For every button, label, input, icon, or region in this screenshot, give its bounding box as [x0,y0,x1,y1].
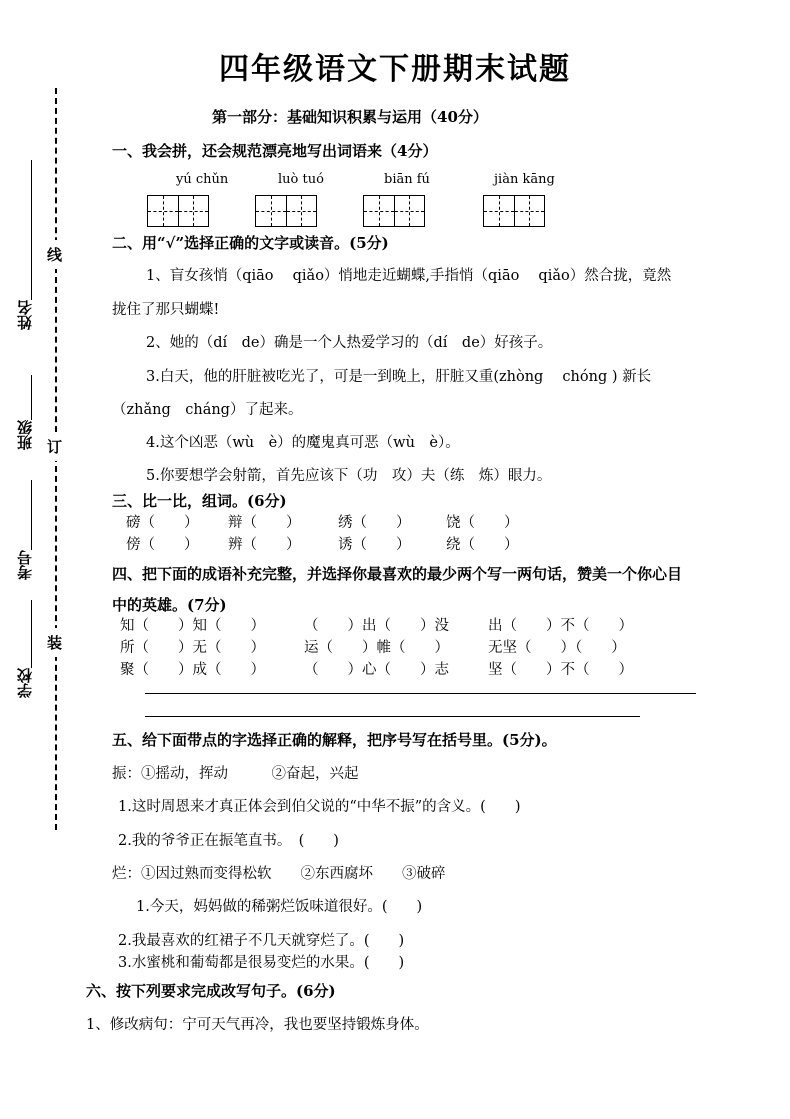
s2-line2: 2、她的（dí de）确是一个人热爱学习的（dí de）好孩子。 [146,335,553,351]
s6-q1: 1、修改病句：宁可天气再冷，我也要坚持锻炼身体。 [86,1017,429,1033]
s3-r1-c2: 辩（ ） [228,515,301,531]
class-label: 班级 [16,420,34,450]
zhen-definitions: 振：①摇动，挥动 ②奋起，兴起 [112,766,359,782]
class-field[interactable] [31,375,32,420]
writing-grid-1[interactable] [147,195,209,227]
idiom-r1-c2: （ ）出（ ）没 [304,618,449,634]
lan-q2: 2.我最喜欢的红裙子不几天就穿烂了。( ) [118,933,405,949]
s2-line4: 4.这个凶恶（wù è）的魔鬼真可恶（wù è）。 [146,435,460,451]
section5-heading: 五、给下面带点的字选择正确的解释，把序号写在括号里。(5分)。 [112,731,557,749]
lan-q3: 3.水蜜桃和葡萄都是很易变烂的水果。( ) [118,955,405,971]
s3-r1-c4: 饶（ ） [446,515,519,531]
school-field[interactable] [31,600,32,668]
answer-line-2[interactable] [145,716,640,717]
name-label: 姓名 [16,300,34,330]
s3-r1-c3: 绣（ ） [338,515,411,531]
pinyin-3: biān fú [384,172,430,187]
section1-heading: 一、我会拼，还会规范漂亮地写出词语来（4分） [112,142,438,160]
page-title: 四年级语文下册期末试题 [219,52,571,87]
bind-mark-staple: 订 [47,432,62,461]
idiom-r2-c2: 运（ ）帷（ ） [304,640,449,656]
s3-r2-c3: 诱（ ） [338,537,411,553]
lan-q1: 1.今天，妈妈做的稀粥烂饭味道很好。( ) [136,899,423,915]
s2-line5: 5.你要想学会射箭，首先应该下（功 攻）夫（练 炼）眼力。 [146,468,552,484]
section4-heading: 四、把下面的成语补充完整，并选择你最喜欢的最少两个写一两句话，赞美一个你心目 [112,565,683,583]
s3-r2-c1: 傍（ ） [126,537,199,553]
answer-line-1[interactable] [145,693,696,694]
section3-heading: 三、比一比，组词。(6分) [112,492,287,510]
school-label: 学校 [16,668,34,698]
idiom-r3-c2: （ ）心（ ）志 [304,662,449,678]
section4-heading-cont: 中的英雄。(7分) [112,596,227,614]
pinyin-2: luò tuó [278,172,324,187]
writing-grid-4[interactable] [483,195,545,227]
s3-r1-c1: 磅（ ） [126,515,199,531]
name-field[interactable] [31,160,32,300]
idiom-r2-c3: 无坚（ ）（ ） [488,640,626,656]
idiom-r2-c1: 所（ ）无（ ） [120,640,265,656]
lan-definitions: 烂：①因过熟而变得松软 ②东西腐坏 ③破碎 [112,866,446,882]
pinyin-1: yú chǔn [176,172,229,187]
s2-line3b: （zhǎng cháng）了起来。 [112,402,303,418]
bind-mark-line: 线 [47,240,62,269]
bind-mark-bind: 装 [47,628,62,657]
pinyin-4: jiàn kāng [494,172,555,187]
idiom-r3-c3: 坚（ ）不（ ） [488,662,633,678]
section2-heading: 二、用“√”选择正确的文字或读音。(5分) [112,234,389,252]
writing-grid-3[interactable] [363,195,425,227]
part-heading: 第一部分：基础知识积累与运用（40分） [212,108,488,126]
s2-line1: 1、盲女孩悄（qiāo qiǎo）悄地走近蝴蝶,手指悄（qiāo qiǎo）然合拢，竟然 [146,268,672,284]
exam-no-label: 考号 [16,550,34,580]
s2-line1b: 拢住了那只蝴蝶! [112,302,220,318]
idiom-r1-c1: 知（ ）知（ ） [120,618,265,634]
s3-r2-c2: 辨（ ） [228,537,301,553]
s2-line3: 3.白天，他的肝脏被吃光了，可是一到晚上，肝脏又重(zhòng chóng ) 新长 [146,369,652,385]
zhen-q2: 2.我的爷爷正在振笔直书。 ( ) [118,833,339,849]
zhen-q1: 1.这时周恩来才真正体会到伯父说的“中华不振”的含义。( ) [118,799,521,815]
exam-no-field[interactable] [31,480,32,550]
idiom-r1-c3: 出（ ）不（ ） [488,618,633,634]
writing-grid-2[interactable] [255,195,317,227]
s3-r2-c4: 绕（ ） [446,537,519,553]
section6-heading: 六、按下列要求完成改写句子。(6分) [86,982,336,1000]
idiom-r3-c1: 聚（ ）成（ ） [120,662,265,678]
